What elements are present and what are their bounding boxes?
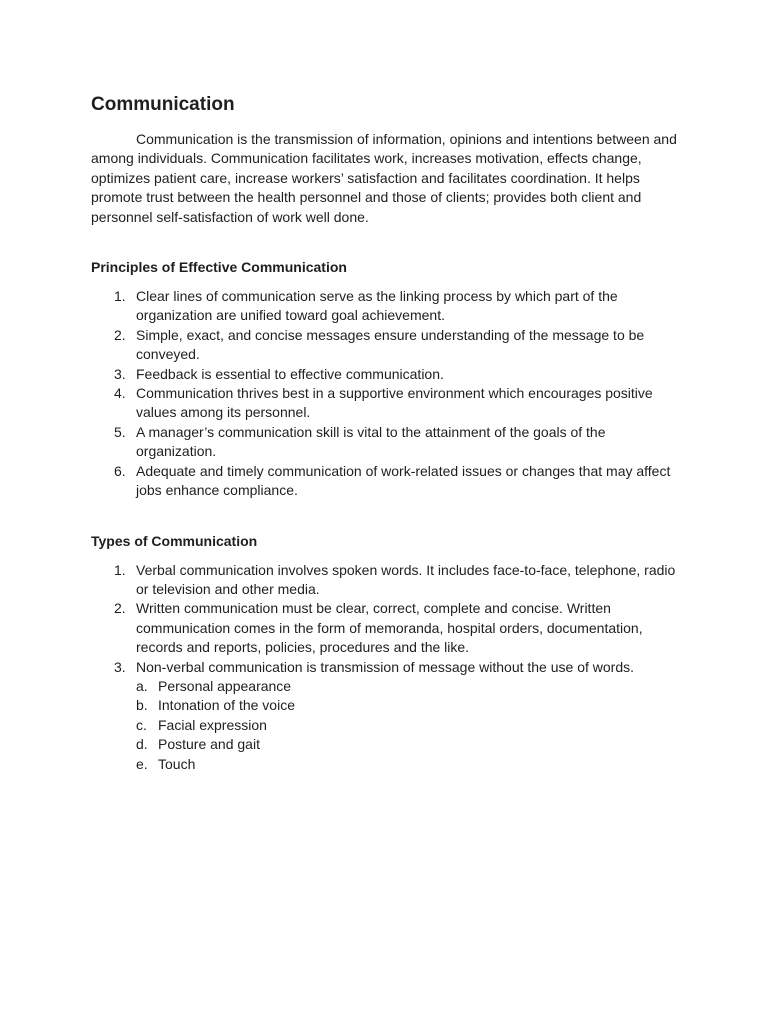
list-number: 3. xyxy=(114,658,126,675)
list-item-text: Verbal communication involves spoken words. It includes face-to-face, telephone, radio or television and other media. xyxy=(136,561,676,597)
page-title: Communication xyxy=(91,94,235,115)
list-item-text: Written communication must be clear, correct, complete and concise. Written communication comes in the form of memoranda, hospital orders, documentation, records and reports, policies, procedures and the like. xyxy=(136,600,643,656)
principles-list xyxy=(91,287,681,500)
principles-heading: Principles of Effective Communication xyxy=(91,259,347,276)
types-heading: Types of Communication xyxy=(91,532,258,549)
sub-list-item-text: Intonation of the voice xyxy=(158,697,295,714)
nonverbal-sublist xyxy=(136,677,681,774)
intro-paragraph: Communication is the transmission of information, opinions and intentions between and among individuals. Communication facilitates work, increases motivation, effects change, optimizes patient care, increase workers’ satisfaction and facilitates coordination. It helps promote trust between the health personnel and those of clients; provides both client and personnel self-satisfaction of work well done. xyxy=(91,131,677,225)
sub-list-item xyxy=(136,677,681,696)
list-number: 3. xyxy=(114,365,126,382)
list-item xyxy=(91,384,681,423)
list-item-text: Adequate and timely communication of work-related issues or changes that may affect jobs enhance compliance. xyxy=(136,462,671,499)
list-number: 4. xyxy=(114,385,126,402)
sub-list-item xyxy=(136,755,681,774)
list-item xyxy=(91,365,681,384)
list-item xyxy=(91,462,681,501)
list-item xyxy=(91,423,681,462)
sub-list-item-text: Personal appearance xyxy=(158,677,292,694)
list-item xyxy=(91,599,681,657)
list-item xyxy=(91,326,681,365)
sub-list-letter: c. xyxy=(136,716,147,733)
sub-list-item-text: Facial expression xyxy=(158,716,267,733)
sub-list-letter: d. xyxy=(136,736,148,753)
sub-list-letter: b. xyxy=(136,697,148,714)
list-number: 2. xyxy=(114,326,126,343)
list-item xyxy=(91,561,681,600)
list-item-text: Communication thrives best in a supportive environment which encourages positive values among its personnel. xyxy=(136,385,653,421)
list-number: 1. xyxy=(114,561,126,578)
list-number: 6. xyxy=(114,462,126,479)
sub-list-letter: e. xyxy=(136,755,148,772)
sub-list-item xyxy=(136,716,681,735)
types-list xyxy=(91,561,681,774)
document-page xyxy=(91,92,681,774)
sub-list-item-text: Touch xyxy=(158,755,196,772)
list-number: 5. xyxy=(114,423,126,440)
list-item-text: Non-verbal communication is transmission of message without the use of words. xyxy=(136,658,634,675)
list-number: 2. xyxy=(114,600,126,617)
list-number: 1. xyxy=(114,288,126,305)
sub-list-item xyxy=(136,735,681,754)
list-item xyxy=(91,287,681,326)
sub-list-item-text: Posture and gait xyxy=(158,736,260,753)
list-item xyxy=(91,658,681,774)
sub-list-letter: a. xyxy=(136,677,148,694)
list-item-text: Feedback is essential to effective communication. xyxy=(136,365,444,382)
sub-list-item xyxy=(136,696,681,715)
list-item-text: A manager’s communication skill is vital to the attainment of the goals of the organization. xyxy=(136,423,606,460)
list-item-text: Simple, exact, and concise messages ensure understanding of the message to be conveyed. xyxy=(136,326,645,363)
list-item-text: Clear lines of communication serve as the linking process by which part of the organization are unified toward goal achievement. xyxy=(136,288,618,324)
